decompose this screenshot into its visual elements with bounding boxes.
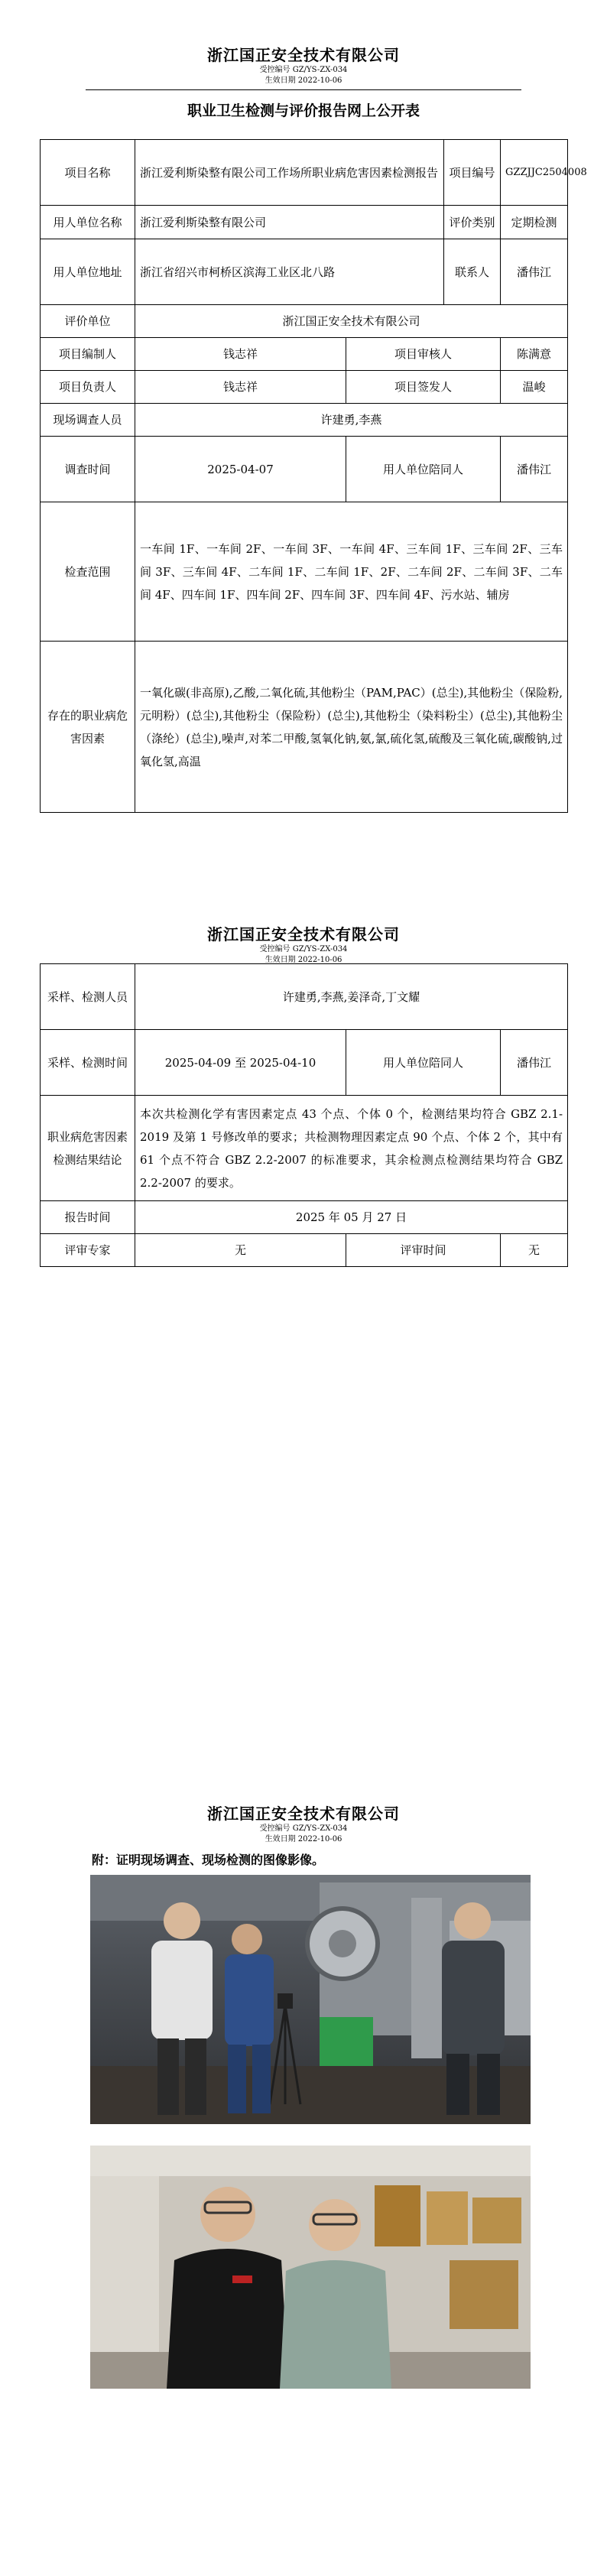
address: 浙江省绍兴市柯桥区滨海工业区北八路 (135, 239, 444, 305)
table-row (41, 642, 568, 813)
effective-date: 生效日期 2022-10-06 (265, 956, 342, 964)
table-row (41, 140, 568, 206)
table-row (41, 502, 568, 642)
sample-time: 2025-04-09 至 2025-04-10 (135, 1030, 346, 1096)
info-table-continued (40, 963, 568, 1267)
site-survey-photo (90, 1875, 531, 2124)
investigator: 许建勇,李燕 (135, 404, 568, 437)
hazards-label: 存在的职业病危害因素 (41, 642, 135, 813)
expert-label: 评审专家 (41, 1234, 135, 1267)
attachment-title: 附：证明现场调查、现场检测的图像影像。 (92, 1853, 325, 1867)
effective-date: 生效日期 2022-10-06 (265, 76, 342, 85)
project-no: GZZJJC2504008 (501, 140, 568, 206)
table-row (41, 206, 568, 239)
table-row (41, 404, 568, 437)
page-header (0, 1759, 607, 1845)
samplers: 许建勇,李燕,姜泽奇,丁文耀 (135, 964, 568, 1030)
table-row (41, 1201, 568, 1234)
hazards: 一氧化碳(非高原),乙酸,二氧化硫,其他粉尘（PAM,PAC）(总尘),其他粉尘（保险粉,元明粉）(总尘),其他粉尘（保险粉）(总尘),其他粉尘（染料粉尘）(总尘),其他粉尘（涤纶）(总尘),噪声,对苯二甲酸,氢氧化钠,氨,氯,硫化氢,硫酸及三氧化硫,碳酸钠,过氧化氢,高温 (135, 642, 568, 813)
table-row (41, 437, 568, 502)
issuer: 温峻 (501, 371, 568, 404)
table-row (41, 239, 568, 305)
reviewer: 陈满意 (501, 338, 568, 371)
employer-label: 用人单位名称 (41, 206, 135, 239)
table-row (41, 1096, 568, 1201)
site-testing-photo (90, 2146, 531, 2389)
conclusion: 本次共检测化学有害因素定点 43 个点、个体 0 个，检测结果均符合 GBZ 2.1-2019 及第 1 号修改单的要求；共检测物理因素定点 90 个点、个体 2 个，其中有 61 个点不符合 GBZ 2.2-2007 的标准要求，其余检测点检测结果均符合 GBZ 2.2-2007 的要求。 (135, 1096, 568, 1201)
leader-label: 项目负责人 (41, 371, 135, 404)
accompany: 潘伟江 (501, 437, 568, 502)
accompany-label: 用人单位陪同人 (346, 437, 501, 502)
review-time: 无 (501, 1234, 568, 1267)
report-time: 2025 年 05 月 27 日 (135, 1201, 568, 1234)
review-time-label: 评审时间 (346, 1234, 501, 1267)
eval-unit-label: 评价单位 (41, 305, 135, 338)
table-row (41, 338, 568, 371)
control-number: 受控编号 GZ/YS-ZX-034 (259, 1824, 348, 1833)
contact: 潘伟江 (501, 239, 568, 305)
samplers-label: 采样、检测人员 (41, 964, 135, 1030)
document-title: 职业卫生检测与评价报告网上公开表 (187, 102, 420, 119)
project-name: 浙江爱利斯染整有限公司工作场所职业病危害因素检测报告 (135, 140, 444, 206)
effective-date: 生效日期 2022-10-06 (265, 1835, 342, 1843)
info-table (40, 139, 587, 813)
page-header (0, 0, 607, 90)
header-rule (86, 89, 521, 90)
table-row (41, 1234, 568, 1267)
accompany: 潘伟江 (501, 1030, 568, 1096)
sample-time-label: 采样、检测时间 (41, 1030, 135, 1096)
report-time-label: 报告时间 (41, 1201, 135, 1234)
reviewer-label: 项目审核人 (346, 338, 501, 371)
company-name: 浙江国正安全技术有限公司 (207, 46, 400, 64)
page-1 (0, 0, 607, 768)
employer: 浙江爱利斯染整有限公司 (135, 206, 444, 239)
page-3 (0, 1759, 607, 1867)
expert: 无 (135, 1234, 346, 1267)
table-row (41, 305, 568, 338)
site-testing-photo-image (90, 2146, 531, 2389)
company-name: 浙江国正安全技术有限公司 (207, 1804, 400, 1823)
leader: 钱志祥 (135, 371, 346, 404)
project-name-label: 项目名称 (41, 140, 135, 206)
project-no-label: 项目编号 (444, 140, 501, 206)
table-row (41, 1030, 568, 1096)
investigator-label: 现场调查人员 (41, 404, 135, 437)
site-survey-photo-image (90, 1875, 531, 2124)
table-row (41, 371, 568, 404)
control-number: 受控编号 GZ/YS-ZX-034 (259, 945, 348, 953)
page-header (0, 879, 607, 966)
eval-type: 定期检测 (501, 206, 568, 239)
eval-type-label: 评价类别 (444, 206, 501, 239)
company-name: 浙江国正安全技术有限公司 (207, 925, 400, 944)
scope: 一车间 1F、一车间 2F、一车间 3F、一车间 4F、三车间 1F、三车间 2F、三车间 3F、三车间 4F、二车间 1F、二车间 1F、2F、二车间 2F、二车间 3F、二车间 4F、四车间 1F、四车间 2F、四车间 3F、四车间 4F、污水站、辅房 (135, 502, 568, 642)
table-row (41, 964, 568, 1030)
issuer-label: 项目签发人 (346, 371, 501, 404)
eval-unit: 浙江国正安全技术有限公司 (135, 305, 568, 338)
control-number: 受控编号 GZ/YS-ZX-034 (259, 66, 348, 74)
survey-time: 2025-04-07 (135, 437, 346, 502)
scope-label: 检查范围 (41, 502, 135, 642)
compiler: 钱志祥 (135, 338, 346, 371)
accompany-label: 用人单位陪同人 (346, 1030, 501, 1096)
page-2 (0, 879, 607, 1257)
address-label: 用人单位地址 (41, 239, 135, 305)
contact-label: 联系人 (444, 239, 501, 305)
conclusion-label: 职业病危害因素检测结果结论 (41, 1096, 135, 1201)
survey-time-label: 调查时间 (41, 437, 135, 502)
compiler-label: 项目编制人 (41, 338, 135, 371)
